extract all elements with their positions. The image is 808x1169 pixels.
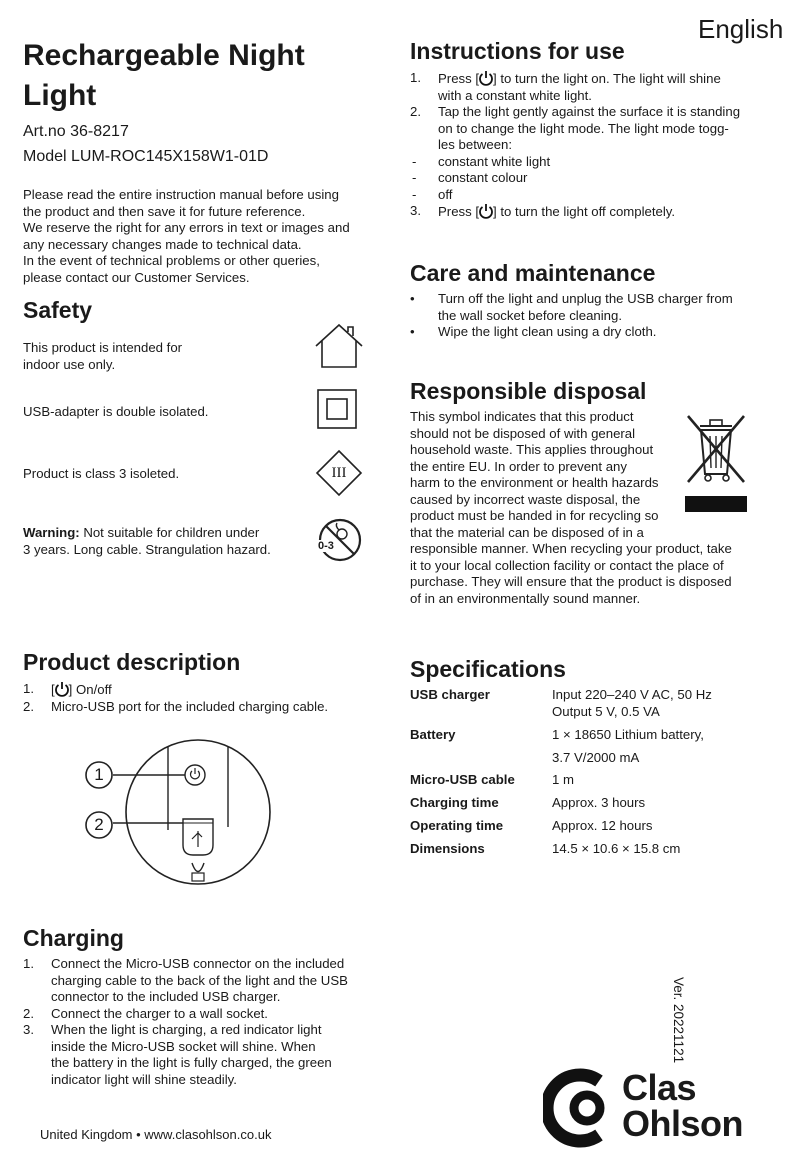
instructions-list <box>410 70 770 221</box>
list-item: 1. Connect the Micro-USB connector on the included charging cable to the back of the light and the USB connector to the included USB charger. <box>23 956 348 1004</box>
footer-text: United Kingdom • www.clasohlson.co.uk <box>40 1127 272 1142</box>
spec-value: 1 × 18650 Lithium battery, 3.7 V/2000 mA <box>552 727 704 765</box>
product-description-heading: Product description <box>23 649 241 675</box>
safety-heading: Safety <box>23 297 93 323</box>
intro-text <box>23 187 383 286</box>
version-label: Ver. 20221121 <box>671 977 686 1064</box>
mode-item: - constant white light <box>412 153 551 169</box>
double-insulation-icon <box>317 389 357 429</box>
power-icon <box>55 681 69 697</box>
class3-symbol: III <box>331 465 347 481</box>
weee-bin-icon <box>684 412 748 514</box>
intro-line: We reserve the right for any errors in text or images and <box>23 220 350 235</box>
title-line-2: Light <box>23 79 97 112</box>
product-illustration <box>80 735 280 885</box>
warning-label: Warning: <box>23 525 80 540</box>
spec-value: 1 m <box>552 772 574 787</box>
spec-key: Operating time <box>410 818 504 833</box>
callout-1: 1 <box>94 765 104 784</box>
clas-ohlson-logo-icon <box>543 1067 618 1149</box>
house-icon <box>313 322 365 370</box>
callout-2: 2 <box>94 815 104 834</box>
spec-value: Approx. 3 hours <box>552 795 646 810</box>
spec-value: Approx. 12 hours <box>552 818 653 833</box>
intro-line: please contact our Customer Services. <box>23 269 250 285</box>
spec-value: Input 220–240 V AC, 50 Hz Output 5 V, 0.5 VA <box>552 687 712 719</box>
power-icon <box>479 203 493 219</box>
page-title <box>23 36 305 116</box>
warning-line: Not suitable for children under <box>79 525 260 540</box>
disposal-text: This symbol indicates that this product should not be disposed of with general household waste. This applies throughout the entire EU. In order to prevent any harm to the environment or health hazards caused by incorrect waste disposal, the product must be handed in for recycling so that the material can be disposed of in a responsible manner. When recycling your product, take it to your local collection facility or contact the place of purchase. They will ensure that the product is disposed of in an environmentally sound manner. <box>410 409 732 606</box>
brand-line-2: Ohlson <box>622 1103 743 1144</box>
intro-line: Please read the entire instruction manual before using <box>23 187 339 202</box>
indoor-line: This product is intended for <box>23 340 183 355</box>
indoor-line: indoor use only. <box>23 356 116 372</box>
list-item: 2. Tap the light gently against the surface it is standing on to change the light mode. The light mode togg- les between: - constant white light - constant colour - off <box>410 104 770 203</box>
warning-text <box>23 525 271 558</box>
spec-value: 14.5 × 10.6 × 15.8 cm <box>552 841 681 856</box>
list-item: • Wipe the light clean using a dry cloth. <box>410 324 657 339</box>
charging-heading: Charging <box>23 925 124 951</box>
warning-line: 3 years. Long cable. Strangulation hazard. <box>23 541 271 557</box>
care-list <box>410 291 770 341</box>
spec-key: Charging time <box>410 795 499 810</box>
list-item: 2. Connect the charger to a wall socket. <box>23 1005 268 1021</box>
list-item: 3. Press [ ] to turn the light off completely. <box>410 203 676 219</box>
title-line-1: Rechargeable Night <box>23 39 305 72</box>
intro-line: the product and then save it for future reference. <box>23 203 306 219</box>
mode-item: - constant colour <box>412 170 528 185</box>
list-item: 3. When the light is charging, a red indicator light inside the Micro-USB socket will shine. When the battery in the light is fully charged, the green indicator light will shine steadily. <box>23 1022 332 1087</box>
power-icon <box>479 70 493 86</box>
indoor-text <box>23 340 182 373</box>
list-item: 1. Press [ ] to turn the light on. The light will shine with a constant white light. <box>410 70 721 103</box>
brand-line-1: Clas <box>622 1067 697 1108</box>
list-item: 2. Micro-USB port for the included charging cable. <box>23 698 329 714</box>
mode-item: - off <box>412 186 453 202</box>
age-symbol: 0-3 <box>318 540 334 552</box>
mode-list <box>410 154 770 204</box>
language-label: English <box>698 14 784 44</box>
charging-list <box>23 956 393 1088</box>
spec-key: USB charger <box>410 687 490 702</box>
spec-key: Battery <box>410 727 456 742</box>
product-description-list <box>23 681 393 715</box>
care-heading: Care and maintenance <box>410 260 656 286</box>
list-item: • Turn off the light and unplug the USB charger from the wall socket before cleaning. <box>410 291 733 323</box>
spec-key: Dimensions <box>410 841 485 856</box>
instructions-heading: Instructions for use <box>410 38 625 64</box>
intro-line: any necessary changes made to technical data. <box>23 236 302 252</box>
brand-name <box>622 1067 743 1144</box>
specifications-heading: Specifications <box>410 656 566 682</box>
art-no: Art.no 36-8217 <box>23 123 129 140</box>
disposal-heading: Responsible disposal <box>410 378 647 404</box>
class3-text: Product is class 3 isoleted. <box>23 466 180 481</box>
list-item: 1. [ ] On/off <box>23 681 112 697</box>
spec-key: Micro-USB cable <box>410 772 515 787</box>
double-isolated-text: USB-adapter is double isolated. <box>23 404 209 419</box>
model-number: Model LUM-ROC145X158W1-01D <box>23 148 269 165</box>
intro-line: In the event of technical problems or other queries, <box>23 253 320 268</box>
